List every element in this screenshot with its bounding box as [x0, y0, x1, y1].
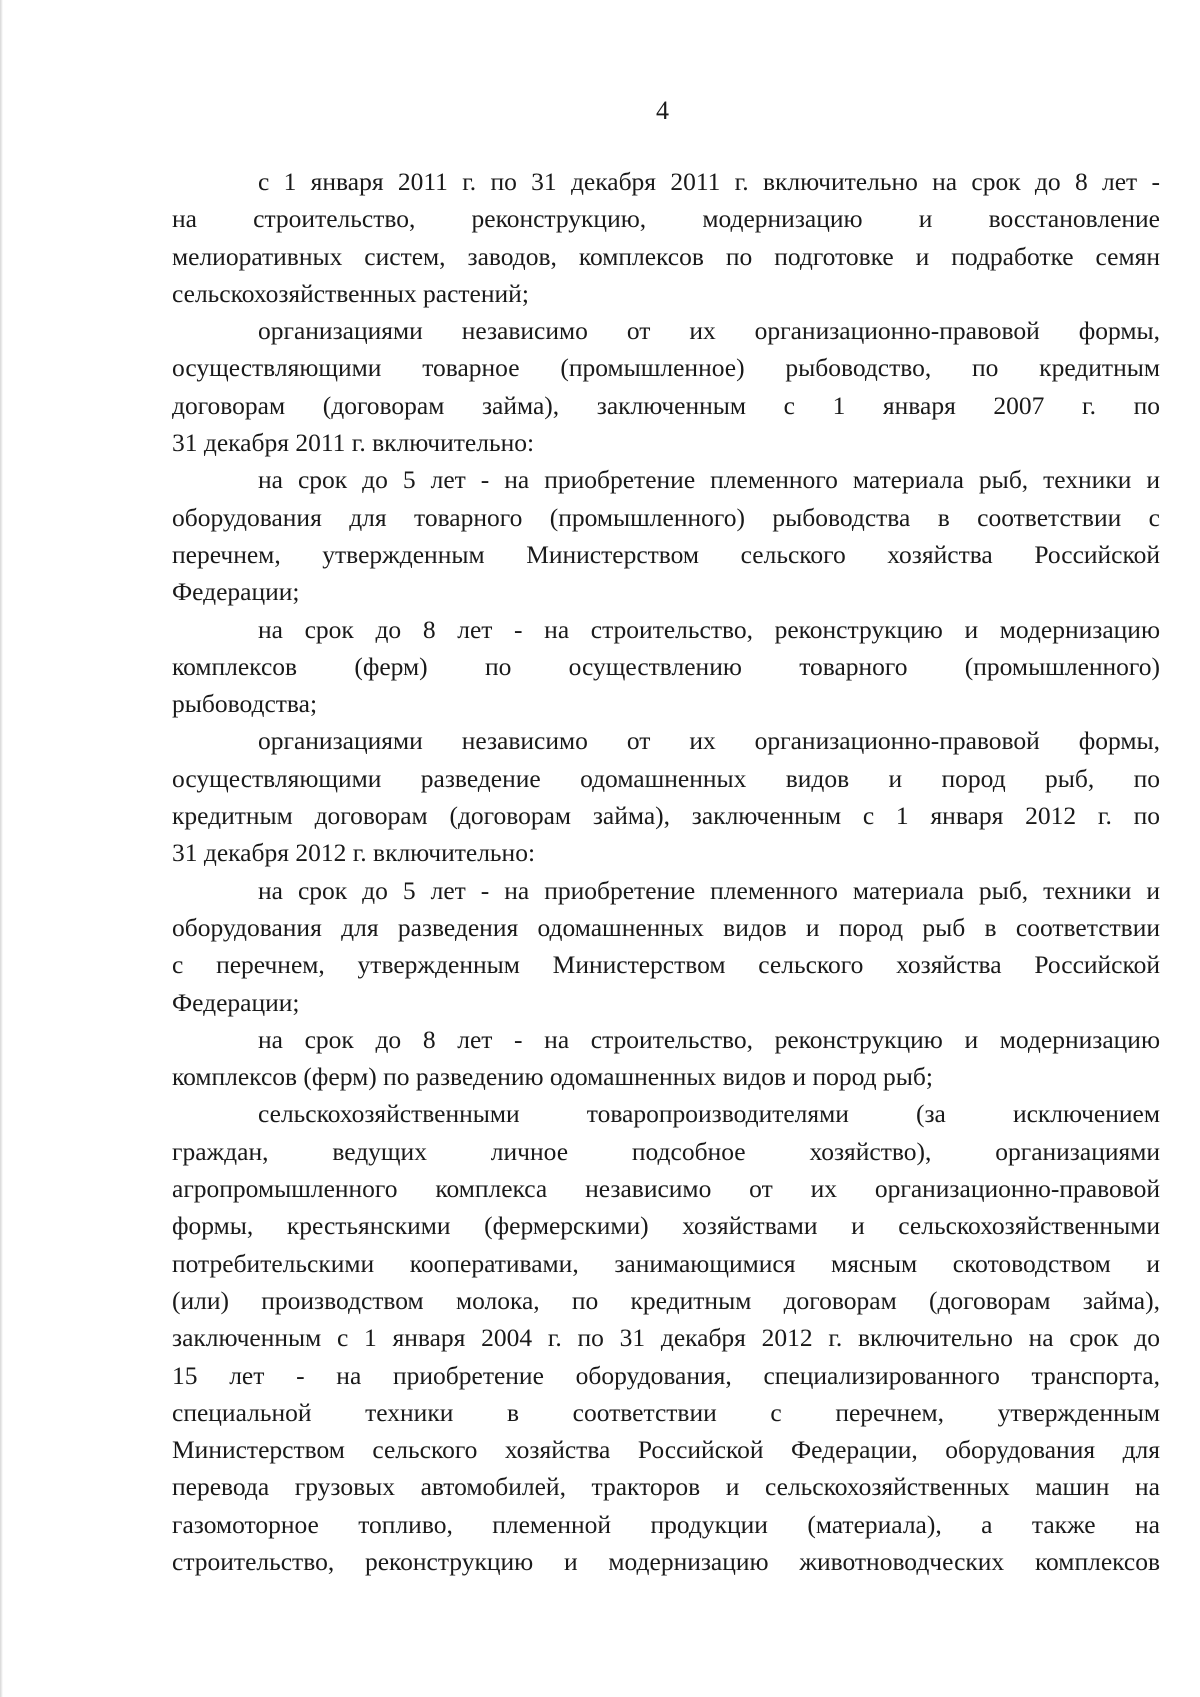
document-body	[172, 163, 1160, 1580]
text-line: Федерации;	[172, 987, 300, 1017]
text-line: на срок до 8 лет - на строительство, реконструкцию и модернизацию	[258, 614, 1160, 644]
text-line: мелиоративных систем, заводов, комплексов по подготовке и подработке семян	[172, 241, 1160, 271]
text-line: оборудования для разведения одомашненных видов и пород рыб в соответствии	[172, 912, 1160, 942]
text-line: перечнем, утвержденным Министерством сельского хозяйства Российской	[172, 539, 1160, 569]
scan-edge-shadow	[0, 0, 3, 1697]
text-line: 15 лет - на приобретение оборудования, специализированного транспорта,	[172, 1360, 1160, 1390]
page-number: 4	[656, 96, 669, 125]
text-line: (или) производством молока, по кредитным договорам (договорам займа),	[172, 1285, 1160, 1315]
text-line: организациями независимо от их организационно-правовой формы,	[258, 316, 1160, 346]
text-line: агропромышленного комплекса независимо от их организационно-правовой	[172, 1174, 1160, 1204]
text-line: 31 декабря 2011 г. включительно:	[172, 428, 535, 458]
text-line: газомоторное топливо, племенной продукции (материала), а также на	[172, 1509, 1160, 1539]
text-line: формы, крестьянскими (фермерскими) хозяйствами и сельскохозяйственными	[172, 1211, 1160, 1241]
text-line: сельскохозяйственными товаропроизводителями (за исключением	[258, 1099, 1160, 1129]
text-line: на срок до 5 лет - на приобретение племенного материала рыб, техники и	[258, 875, 1160, 905]
text-line: с 1 января 2011 г. по 31 декабря 2011 г. включительно на срок до 8 лет -	[258, 167, 1160, 196]
text-line: комплексов (ферм) по осуществлению товарного (промышленного)	[172, 651, 1160, 681]
text-line: 31 декабря 2012 г. включительно:	[172, 838, 536, 868]
text-line: осуществляющими товарное (промышленное) рыбоводство, по кредитным	[172, 353, 1160, 383]
text-line: кредитным договорам (договорам займа), заключенным с 1 января 2012 г. по	[172, 801, 1160, 831]
text-line: договорам (договорам займа), заключенным с 1 января 2007 г. по	[172, 390, 1160, 420]
text-line: перевода грузовых автомобилей, тракторов и сельскохозяйственных машин на	[172, 1472, 1160, 1502]
text-line: на срок до 5 лет - на приобретение племенного материала рыб, техники и	[258, 465, 1160, 495]
text-line: специальной техники в соответствии с перечнем, утвержденным	[172, 1397, 1160, 1427]
text-line: потребительскими кооперативами, занимающимися мясным скотоводством и	[172, 1248, 1160, 1278]
text-line: осуществляющими разведение одомашненных видов и пород рыб, по	[172, 763, 1160, 793]
text-line: на срок до 8 лет - на строительство, реконструкцию и модернизацию	[258, 1024, 1160, 1054]
text-line: Федерации;	[172, 577, 300, 607]
text-line: комплексов (ферм) по разведению одомашненных видов и пород рыб;	[172, 1062, 933, 1092]
text-line: заключенным с 1 января 2004 г. по 31 декабря 2012 г. включительно на срок до	[172, 1323, 1160, 1353]
text-line: организациями независимо от их организационно-правовой формы,	[258, 726, 1160, 756]
text-line: с перечнем, утвержденным Министерством сельского хозяйства Российской	[172, 950, 1160, 980]
text-line: строительство, реконструкцию и модернизацию животноводческих комплексов	[172, 1546, 1160, 1576]
text-line: сельскохозяйственных растений;	[172, 278, 529, 308]
text-line: на строительство, реконструкцию, модернизацию и восстановление	[172, 204, 1160, 234]
text-line: оборудования для товарного (промышленного) рыбоводства в соответствии с	[172, 502, 1160, 532]
text-line: граждан, ведущих личное подсобное хозяйство), организациями	[172, 1136, 1160, 1166]
text-line: Министерством сельского хозяйства Российской Федерации, оборудования для	[172, 1435, 1160, 1465]
text-line: рыбоводства;	[172, 689, 318, 719]
